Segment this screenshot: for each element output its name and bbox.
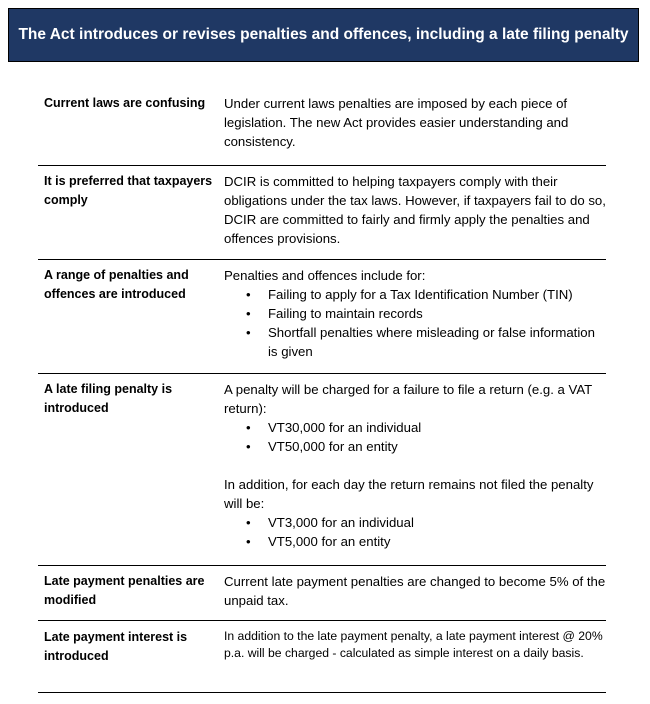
table-row: [38, 566, 606, 621]
bullet-icon: •: [246, 325, 251, 340]
bullet-icon: •: [246, 439, 251, 454]
spacer: [224, 456, 606, 475]
table-row: [38, 260, 606, 374]
list-item: [224, 532, 606, 551]
list-item: [224, 323, 606, 361]
row-label: It is preferred that taxpayers comply: [44, 174, 213, 207]
row-content: [224, 628, 606, 692]
row-intro-2: In addition, for each day the return remains not filed the penalty will be:: [224, 477, 594, 511]
row-text: In addition to the late payment penalty, a late payment interest @ 20% p.a. will be charged - calculated as simple interest on a daily basis.: [224, 629, 603, 660]
table-row: [38, 621, 606, 693]
list-item-text: VT5,000 for an entity: [268, 534, 391, 549]
bullet-icon: •: [246, 306, 251, 321]
row-label: Current laws are confusing: [44, 96, 206, 110]
page-title-banner: [8, 8, 639, 62]
list-item: [224, 285, 606, 304]
row-text: DCIR is committed to helping taxpayers comply with their obligations under the tax laws. However, if taxpayers fail to do so, DCIR are committed to fairly and firmly apply the penalties and offences provisions.: [224, 174, 606, 246]
row-text: Under current laws penalties are imposed by each piece of legislation. The new Act provides easier understanding and consistency.: [224, 96, 569, 149]
row-content: [224, 380, 606, 565]
row-intro: A penalty will be charged for a failure to file a return (e.g. a VAT return):: [224, 382, 592, 416]
list-item-text: Failing to apply for a Tax Identification Number (TIN): [268, 287, 573, 302]
bullet-icon: •: [246, 515, 251, 530]
row-content: [224, 94, 606, 165]
list-item-text: VT50,000 for an entity: [268, 439, 398, 454]
bullet-list: [224, 418, 606, 456]
page-title: The Act introduces or revises penalties and offences, including a late filing penalty: [18, 26, 629, 43]
penalties-table: [38, 91, 606, 693]
list-item: [224, 513, 606, 532]
table-row: [38, 374, 606, 566]
table-row: [38, 166, 606, 260]
bullet-icon: •: [246, 534, 251, 549]
list-item-text: VT30,000 for an individual: [268, 420, 422, 435]
list-item: [224, 304, 606, 323]
row-label: Late payment interest is introduced: [44, 630, 188, 663]
row-content: [224, 266, 606, 373]
row-intro: Penalties and offences include for:: [224, 268, 426, 283]
list-item: [224, 418, 606, 437]
bullet-icon: •: [246, 287, 251, 302]
bullet-icon: •: [246, 420, 251, 435]
list-item-text: Failing to maintain records: [268, 306, 423, 321]
row-content: [224, 572, 606, 620]
row-label: A late filing penalty is introduced: [44, 382, 173, 415]
table-row: [38, 91, 606, 166]
row-text: Current late payment penalties are changed to become 5% of the unpaid tax.: [224, 574, 606, 608]
bullet-list: [224, 285, 606, 361]
list-item: [224, 437, 606, 456]
bullet-list: [224, 513, 606, 551]
row-label: A range of penalties and offences are introduced: [44, 268, 189, 301]
list-item-text: Shortfall penalties where misleading or false information is given: [268, 325, 595, 359]
list-item-text: VT3,000 for an individual: [268, 515, 414, 530]
row-content: [224, 172, 606, 259]
row-label: Late payment penalties are modified: [44, 574, 205, 607]
